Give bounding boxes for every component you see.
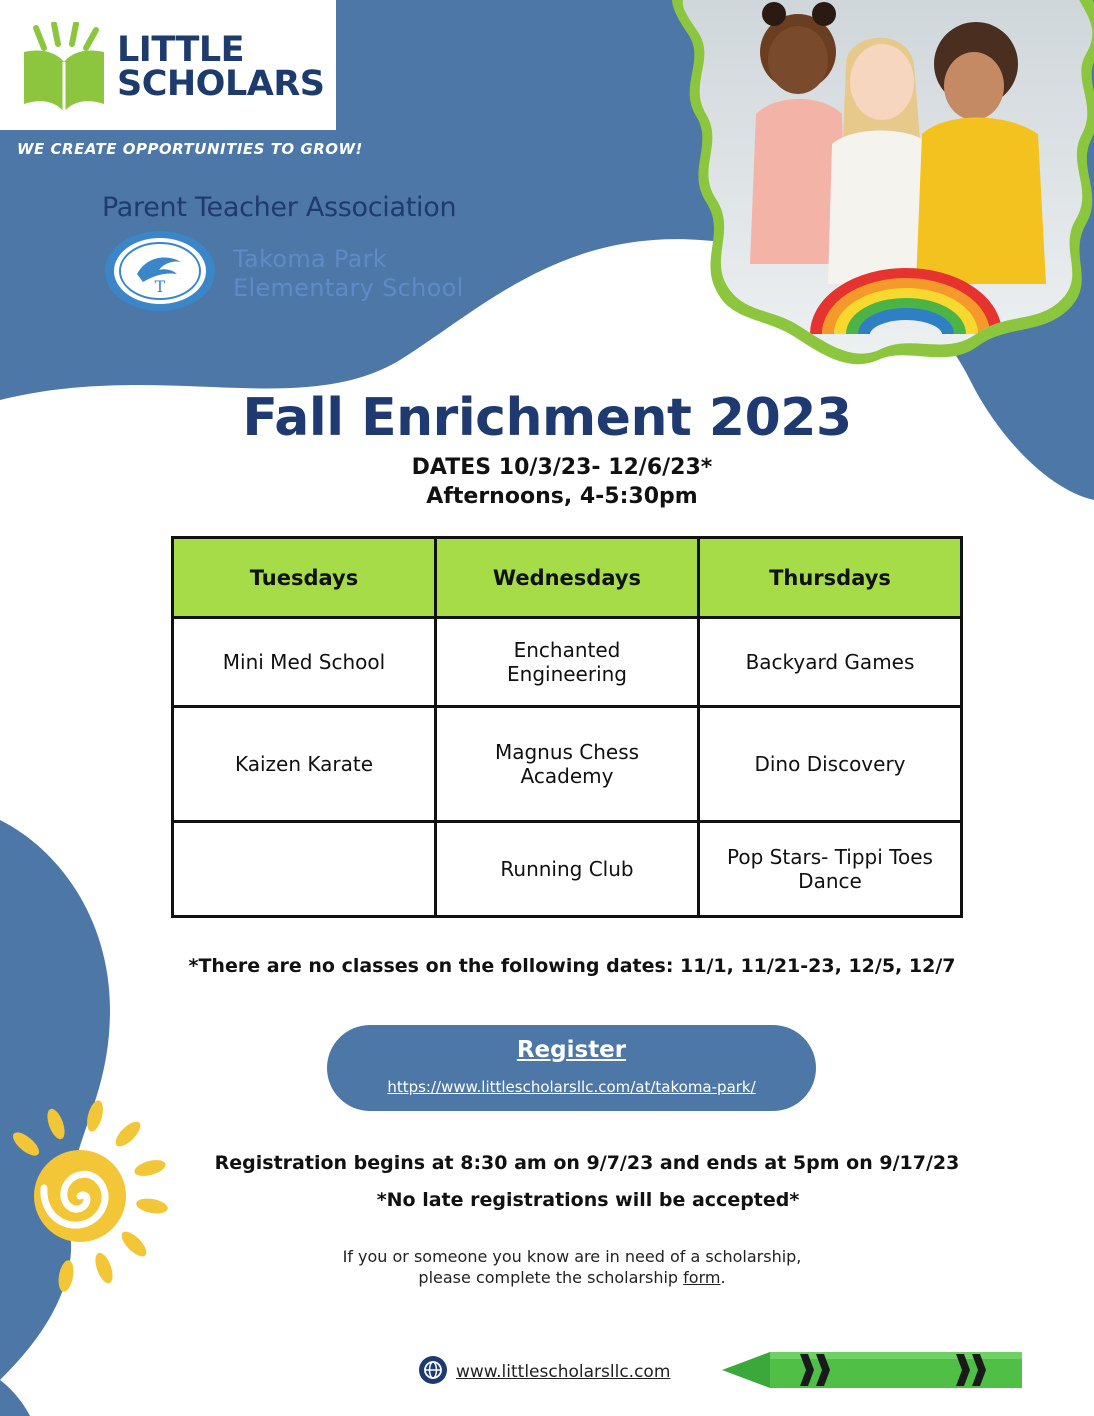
- scholarship-suffix: .: [720, 1268, 726, 1287]
- table-cell: Dino Discovery: [699, 707, 962, 822]
- late-registration-note: *No late registrations will be accepted*: [376, 1189, 800, 1211]
- program-times: Afternoons, 4-5:30pm: [426, 484, 698, 509]
- sun-icon: [0, 1100, 170, 1300]
- green-crayon-icon: [722, 1348, 1024, 1392]
- svg-text:T: T: [154, 277, 166, 296]
- registration-window: Registration begins at 8:30 am on 9/7/23 and ends at 5pm on 9/17/23: [214, 1152, 960, 1174]
- school-name-line2: Elementary School: [233, 274, 464, 302]
- page-title: Fall Enrichment 2023: [242, 388, 852, 448]
- logo-line2: SCHOLARS: [117, 64, 325, 104]
- scholarship-line1: If you or someone you know are in need of a scholarship,: [342, 1247, 802, 1266]
- program-dates: DATES 10/3/23- 12/6/23*: [411, 455, 713, 480]
- tagline: WE CREATE OPPORTUNITIES TO GROW!: [17, 140, 363, 158]
- website-link[interactable]: www.littlescholarsllc.com: [456, 1362, 671, 1382]
- globe-icon: [419, 1356, 447, 1384]
- schedule-table: [171, 536, 963, 918]
- header-thursdays: Thursdays: [699, 538, 962, 618]
- table-row: [173, 707, 962, 822]
- scholarship-text: please complete the scholarship: [418, 1268, 684, 1287]
- table-header-row: [173, 538, 962, 618]
- bottom-left-blue: [0, 1380, 30, 1416]
- children-photo: [646, 0, 1094, 366]
- dolphin-seal-icon: [103, 230, 217, 312]
- logo-line1: LITTLE: [117, 30, 245, 70]
- table-cell: Pop Stars- Tippi Toes Dance: [699, 822, 962, 917]
- table-cell: Magnus Chess Academy: [436, 707, 699, 822]
- open-book-icon: [14, 22, 114, 118]
- logo[interactable]: [0, 0, 336, 130]
- register-url-link[interactable]: https://www.littlescholarsllc.com/at/takoma-park/: [387, 1078, 756, 1096]
- register-panel: [327, 1025, 816, 1111]
- pta-title: Parent Teacher Association: [102, 192, 457, 223]
- table-cell: Running Club: [436, 822, 699, 917]
- no-classes-note: *There are no classes on the following dates: 11/1, 11/21-23, 12/5, 12/7: [188, 955, 956, 977]
- table-cell: Enchanted Engineering: [436, 618, 699, 707]
- table-row: [173, 822, 962, 917]
- header-wednesdays: Wednesdays: [436, 538, 699, 618]
- school-name-line1: Takoma Park: [233, 245, 388, 273]
- table-cell: Kaizen Karate: [173, 707, 436, 822]
- register-link[interactable]: Register: [516, 1037, 627, 1063]
- table-row: [173, 618, 962, 707]
- scholarship-form-link[interactable]: form: [683, 1268, 721, 1287]
- table-cell: Backyard Games: [699, 618, 962, 707]
- table-cell: [173, 822, 436, 917]
- table-cell: Mini Med School: [173, 618, 436, 707]
- header-tuesdays: Tuesdays: [173, 538, 436, 618]
